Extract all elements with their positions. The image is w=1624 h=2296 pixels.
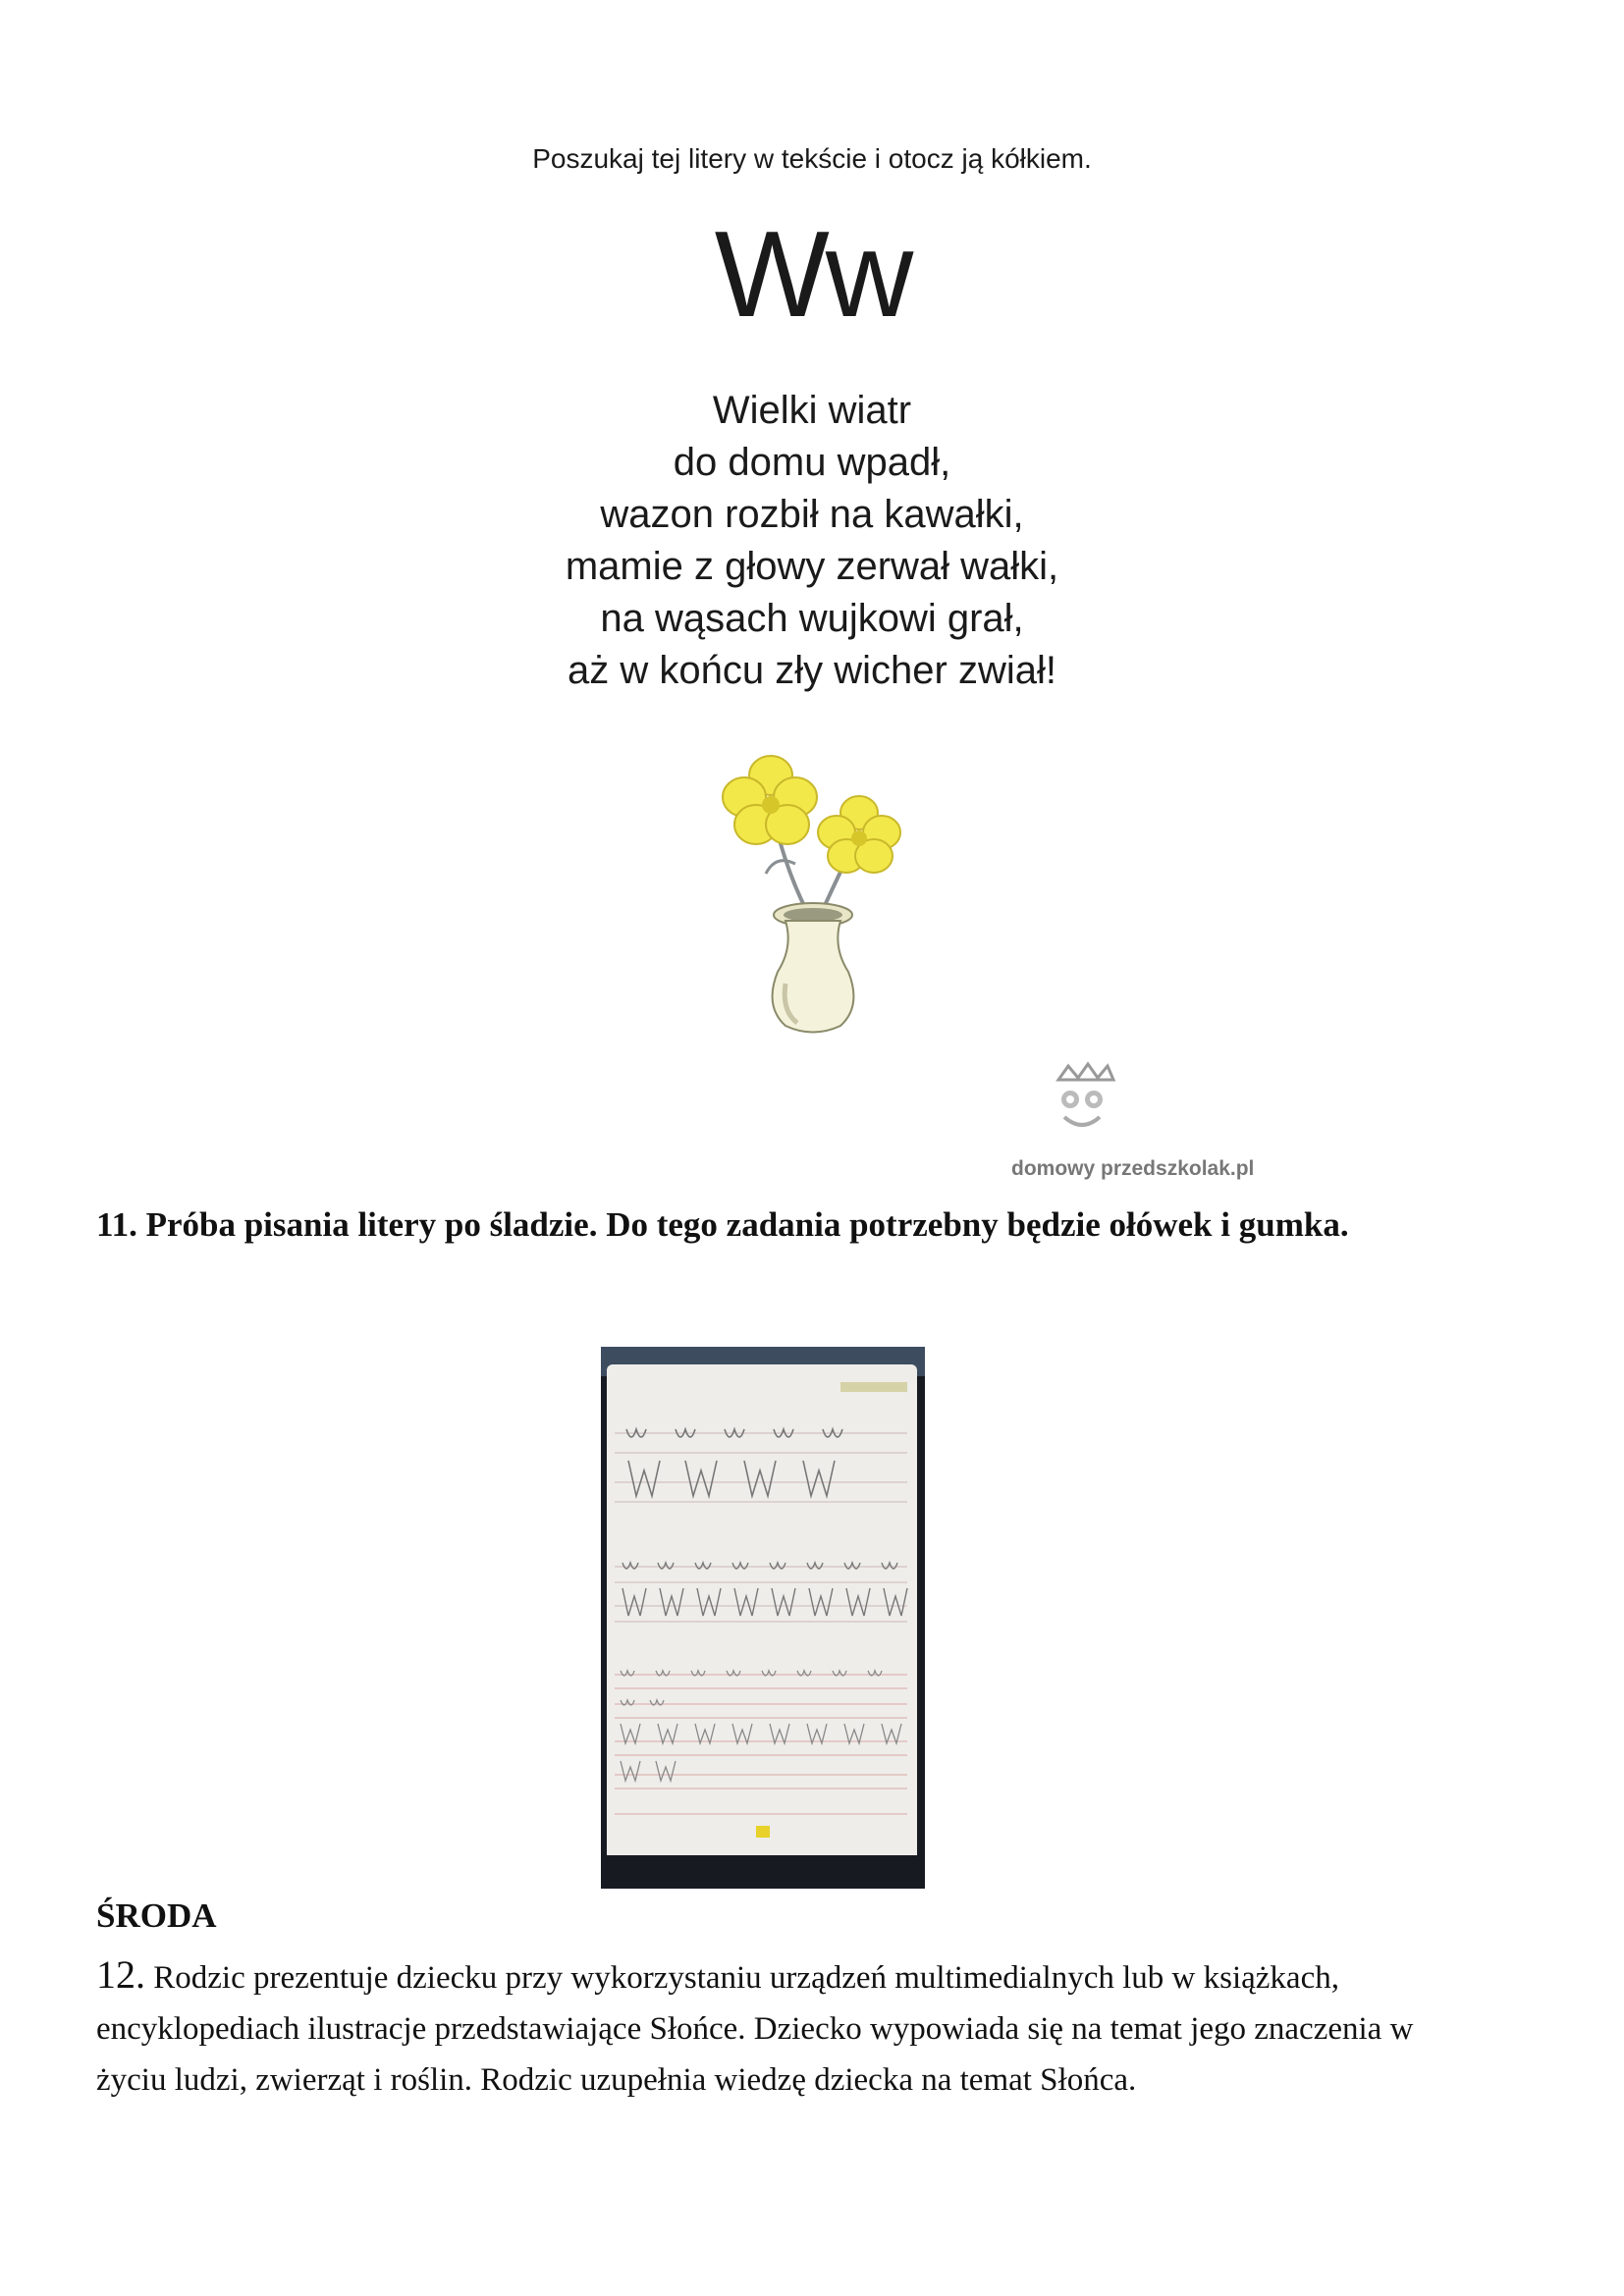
poem-line: do domu wpadł, bbox=[673, 441, 951, 484]
instruction-text: Poszukaj tej litery w tekście i otocz ją kółkiem. bbox=[532, 143, 1092, 174]
poem-line: wazon rozbił na kawałki, bbox=[600, 493, 1024, 536]
poem-line: mamie z głowy zerwał wałki, bbox=[565, 545, 1059, 588]
letter-heading: Ww bbox=[714, 207, 910, 343]
poem-line: aż w końcu zły wicher zwiał! bbox=[568, 649, 1056, 692]
domowy-przedszkolak-logo bbox=[1011, 1060, 1255, 1183]
task-12-number: 12. bbox=[96, 1952, 145, 1997]
poem bbox=[0, 385, 1624, 697]
vase-icon bbox=[773, 903, 854, 1033]
notebook-page bbox=[607, 1364, 917, 1855]
task-11: 11. Próba pisania litery po śladzie. Do tego zadania potrzebny będzie ołówek i gumka. bbox=[96, 1205, 1349, 1244]
flower-vase-illustration bbox=[687, 726, 923, 1041]
notebook-photo bbox=[601, 1347, 925, 1889]
poem-line: Wielki wiatr bbox=[712, 389, 912, 432]
handwriting-practice bbox=[607, 1364, 917, 1855]
flower-icon bbox=[723, 756, 817, 844]
mascot-icon bbox=[1041, 1060, 1129, 1158]
task-12-text: Rodzic prezentuje dziecku przy wykorzystaniu urządzeń multimedialnych lub w książkach, encyklopediach ilustracje przedstawiające Słońce. Dziecko wypowiada się na temat jego znaczenia w życiu ludzi, zwierząt i roślin. Rodzic uzupełnia wiedzę dziecka na temat Słońca. bbox=[96, 1960, 1414, 2098]
task-12 bbox=[96, 1949, 1471, 2106]
logo-text: domowy przedszkolak.pl bbox=[1011, 1157, 1255, 1180]
flower-icon bbox=[818, 796, 900, 873]
poem-line: na wąsach wujkowi grał, bbox=[600, 597, 1024, 640]
section-day-heading: ŚRODA bbox=[96, 1896, 217, 1935]
